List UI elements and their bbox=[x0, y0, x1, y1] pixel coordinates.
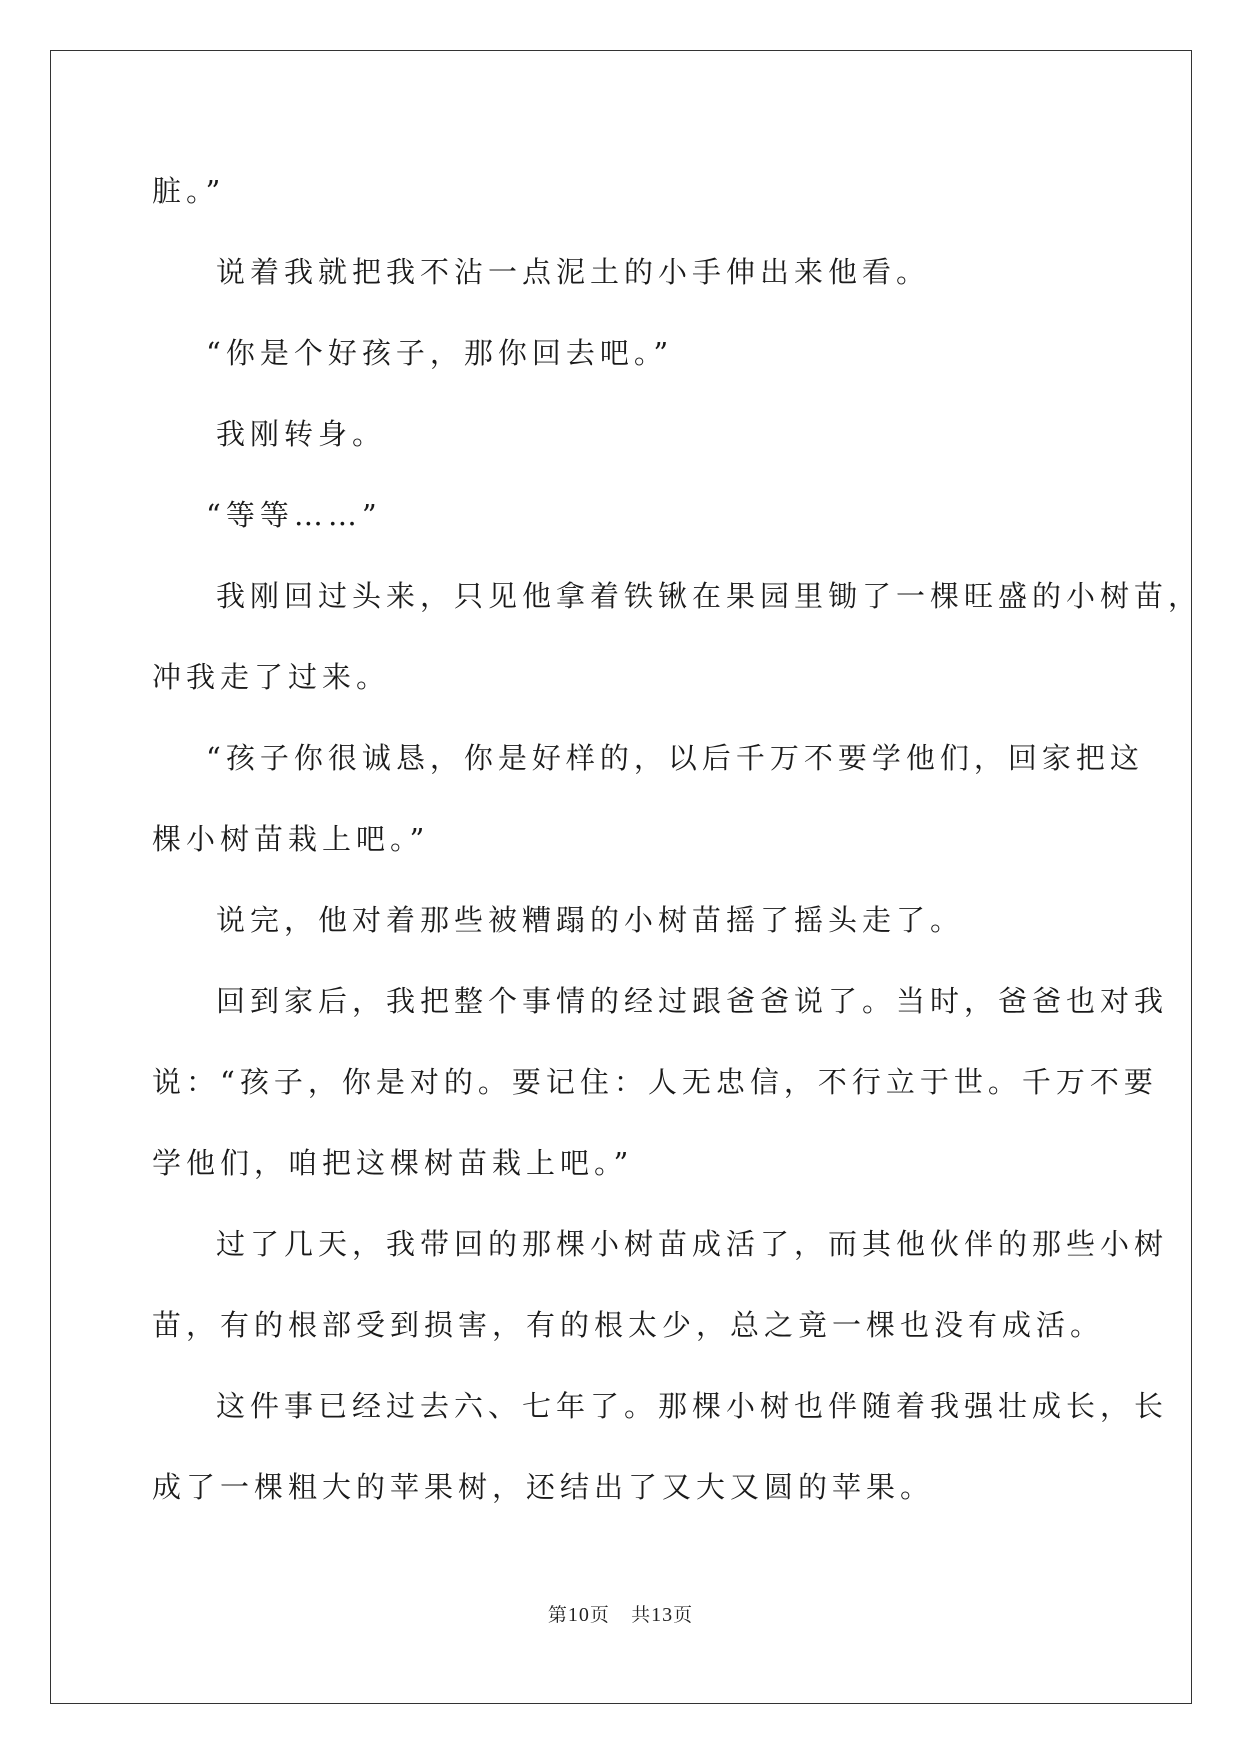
text-line: 学他们，咱把这棵树苗栽上吧。” bbox=[152, 1146, 634, 1180]
text-line: 脏。” bbox=[152, 174, 226, 208]
text-line: “等等……” bbox=[206, 498, 382, 532]
text-line: 成了一棵粗大的苹果树，还结出了又大又圆的苹果。 bbox=[152, 1470, 935, 1504]
total-pages-number: 13 bbox=[651, 1604, 674, 1626]
text-line: “你是个好孩子，那你回去吧。” bbox=[206, 336, 674, 370]
text-line: 棵小树苗栽上吧。” bbox=[152, 822, 430, 856]
text-line: “孩子你很诚恳，你是好样的，以后千万不要学他们，回家把这 bbox=[206, 741, 1144, 775]
text-line: 我刚回过头来，只见他拿着铁锹在果园里锄了一棵旺盛的小树苗， bbox=[216, 579, 1203, 613]
text-line: 这件事已经过去六、七年了。那棵小树也伴随着我强壮成长，长 bbox=[216, 1389, 1169, 1423]
footer-total-prefix: 共 bbox=[631, 1604, 652, 1626]
document-body bbox=[152, 146, 1203, 1523]
text-line: 我刚转身。 bbox=[216, 417, 387, 451]
text-line: 说完，他对着那些被糟蹋的小树苗摇了摇头走了。 bbox=[216, 903, 965, 937]
text-line: 冲我走了过来。 bbox=[152, 660, 391, 694]
text-line: 回到家后，我把整个事情的经过跟爸爸说了。当时，爸爸也对我 bbox=[216, 984, 1169, 1018]
footer-total-suffix: 页 bbox=[673, 1604, 694, 1626]
footer-prefix: 第 bbox=[547, 1604, 568, 1626]
text-line: 说着我就把我不沾一点泥土的小手伸出来他看。 bbox=[216, 255, 931, 289]
text-line: 苗，有的根部受到损害，有的根太少，总之竟一棵也没有成活。 bbox=[152, 1308, 1105, 1342]
page-footer bbox=[0, 1600, 1241, 1627]
footer-page-word: 页 bbox=[589, 1604, 610, 1626]
current-page-number: 10 bbox=[567, 1604, 590, 1626]
text-line: 说：“孩子，你是对的。要记住：人无忠信，不行立于世。千万不要 bbox=[152, 1065, 1158, 1099]
text-line: 过了几天，我带回的那棵小树苗成活了，而其他伙伴的那些小树 bbox=[216, 1227, 1169, 1261]
